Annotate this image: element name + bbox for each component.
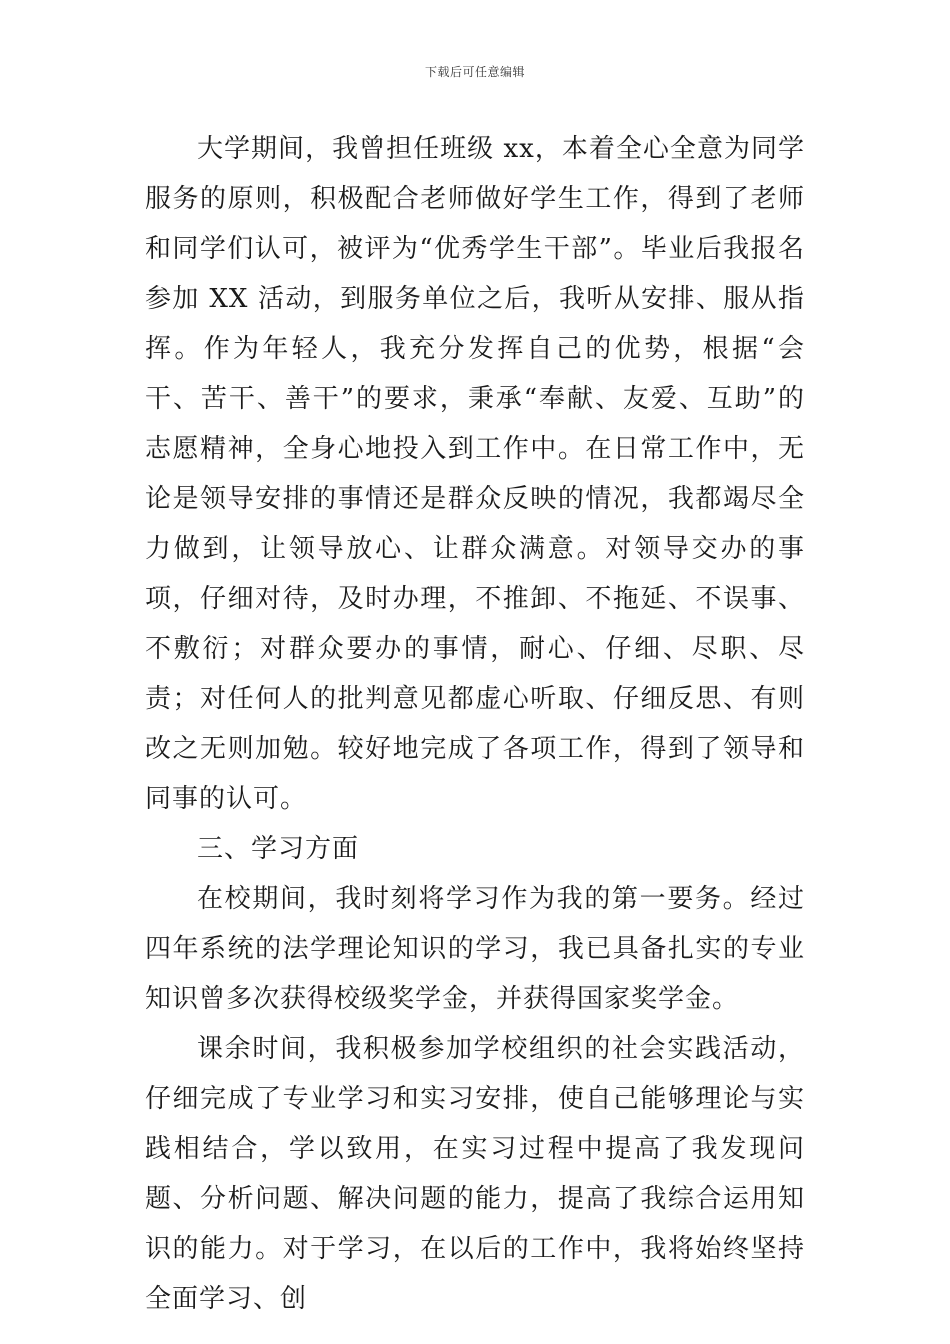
document-body [145, 124, 805, 1324]
paragraph-work-experience: 大学期间，我曾担任班级 xx，本着全心全意为同学服务的原则，积极配合老师做好学生工作，得到了老师和同学们认可，被评为“优秀学生干部”。毕业后我报名参加 XX 活动，到服务单位之后，我听从安排、服从指挥。作为年轻人，我充分发挥自己的优势，根据“会干、苦干、善干”的要求，秉承“奉献、友爱、互助”的志愿精神，全身心地投入到工作中。在日常工作中，无论是领导安排的事情还是群众反映的情况，我都竭尽全力做到，让领导放心、让群众满意。对领导交办的事项，仔细对待，及时办理，不推卸、不拖延、不误事、不敷衍；对群众要办的事情，耐心、仔细、尽职、尽责；对任何人的批判意见都虚心听取、仔细反思、有则改之无则加勉。较好地完成了各项工作，得到了领导和同事的认可。 [145, 134, 805, 814]
page-header: 下载后可任意编辑 [424, 65, 525, 79]
section-heading-study: 三、学习方面 [197, 834, 360, 864]
paragraph-study-practice: 课余时间，我积极参加学校组织的社会实践活动，仔细完成了专业学习和实习安排，使自己能够理论与实践相结合，学以致用，在实习过程中提高了我发现问题、分析问题、解决问题的能力，提高了我综合运用知识的能力。对于学习，在以后的工作中，我将始终坚持全面学习、创 [145, 1034, 805, 1314]
paragraph-study-school: 在校期间，我时刻将学习作为我的第一要务。经过四年系统的法学理论知识的学习，我已具备扎实的专业知识曾多次获得校级奖学金，并获得国家奖学金。 [145, 884, 805, 1014]
